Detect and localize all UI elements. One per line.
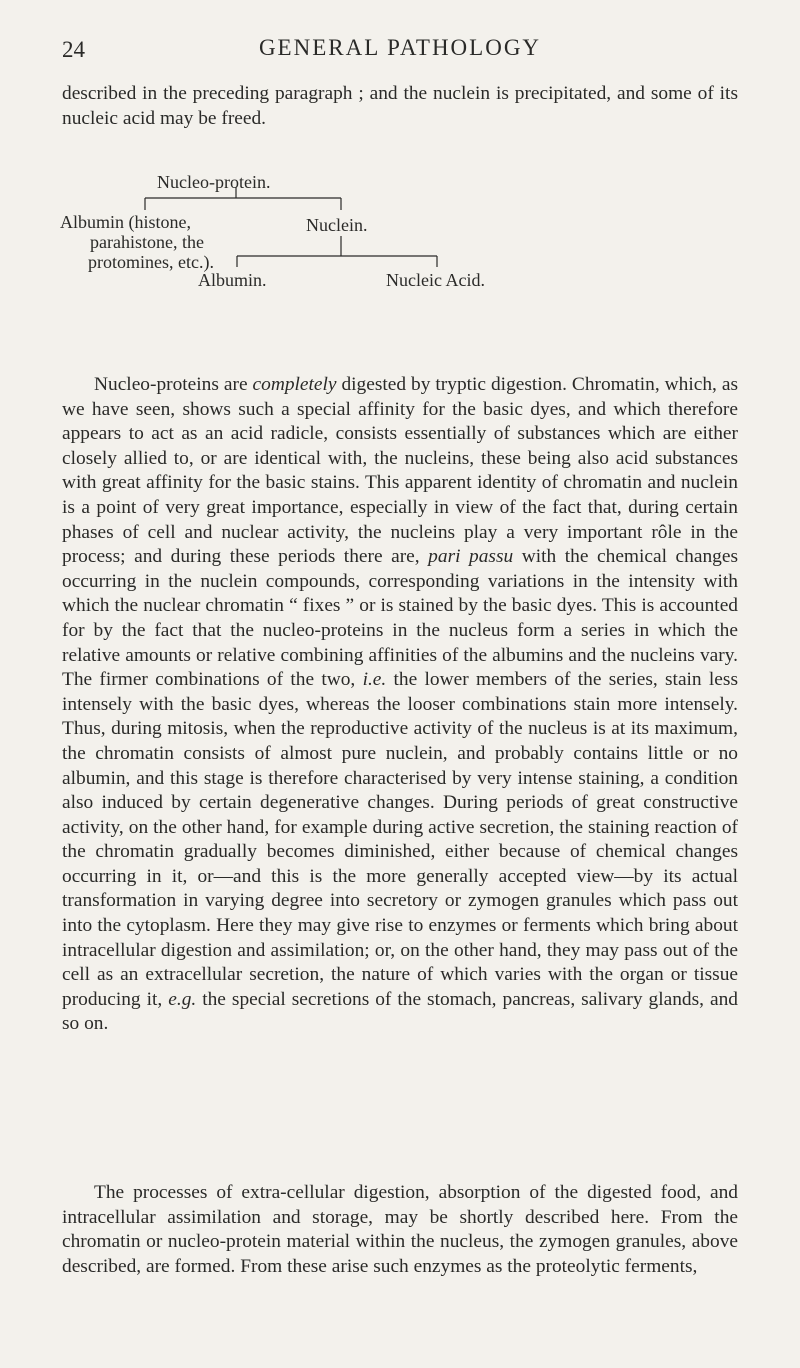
diagram-lines <box>0 0 800 360</box>
body-paragraph-2 <box>62 373 738 1037</box>
p2-emphasis-pari-passu: pari passu <box>428 546 514 568</box>
diagram-albumin-label: Albumin. <box>198 270 267 290</box>
p2-text-a: Nucleo-proteins are <box>94 374 253 395</box>
intro-paragraph: described in the preceding paragraph ; and the nuclein is precipitated, and some of its nucleic acid may be freed. <box>62 83 738 129</box>
p2-emphasis-completely: completely <box>252 374 337 395</box>
p2-emphasis-eg: e.g. <box>168 988 197 1010</box>
diagram-left-label-line-1: Albumin (histone, <box>60 212 191 232</box>
nucleo-protein-diagram <box>0 0 800 360</box>
p2-text-b: digested by tryptic digestion. Chromatin, which, as we have seen, shows such a special affinity for the basic dyes, and which therefore appears to act as an acid radicle, consists essentially of substances which are either closely allied to, or are identical with, the nucleins, these being also acid substances with great affinity for the basic stains. This apparent identity of chromatin and nuclein is a point of very great importance, especially in view of the fact that, during certain phases of cell and nuclear activity, the nucleins play a very important rôle in the process; and during these periods there are, <box>62 374 738 568</box>
p2-text-d: the lower members of the series, stain less intensely with the basic dyes, whereas the looser combinations stain more intensely. Thus, during mitosis, when the reproductive activity of the nucleus is at its maximum, the chromatin consists of almost pure nuclein, and probably contains little or no albumin, and this stage is therefore characterised by very intense staining, a condition also induced by certain degenerative changes. During periods of great constructive activity, on the other hand, for example during active secretion, the staining reaction of the chromatin gradually becomes diminished, either because of chemical changes occurring in it, or—and this is the more generally accepted view—by its actual transformation in varying degree into secretory or zymogen granules which pass out into the cytoplasm. Here they may give rise to enzymes or ferments which bring about intracellular digestion and assimilation; or, on the other hand, they may pass out of the cell as an extracellular secretion, the nature of which varies with the organ or tissue producing it, <box>62 669 739 1010</box>
diagram-nuclein-label: Nuclein. <box>306 215 368 235</box>
diagram-left-label-line-2: parahistone, the <box>90 232 204 252</box>
page-number: 24 <box>62 37 85 62</box>
body-paragraph-3: The processes of extra-cellular digestion, absorption of the digested food, and intracellular assimilation and storage, may be shortly described here. From the chromatin or nucleo-protein material within the nucleus, the zymogen granules, above described, are formed. From these arise such enzymes as the proteolytic ferments, <box>62 1182 738 1277</box>
diagram-left-label-line-3: protomines, etc.). <box>88 252 214 272</box>
diagram-nucleic-acid-label: Nucleic Acid. <box>386 270 485 290</box>
p2-text-c: with the chemical changes occurring in the nuclein compounds, corresponding variations in the intensity with which the nuclear chromatin “ fixes ” or is stained by the basic dyes. This is accounted for by the fact that the nucleo-proteins in the nucleus form a series in which the relative amounts or relative combining affinities of the albumins and the nucleins vary. The firmer combinations of the two, <box>62 546 738 691</box>
p2-text-e: the special secretions of the stomach, pancreas, salivary glands, and so on. <box>62 988 738 1035</box>
diagram-root-label: Nucleo-protein. <box>157 172 271 192</box>
p2-emphasis-ie: i.e. <box>362 669 387 691</box>
running-title: GENERAL PATHOLOGY <box>258 35 542 60</box>
